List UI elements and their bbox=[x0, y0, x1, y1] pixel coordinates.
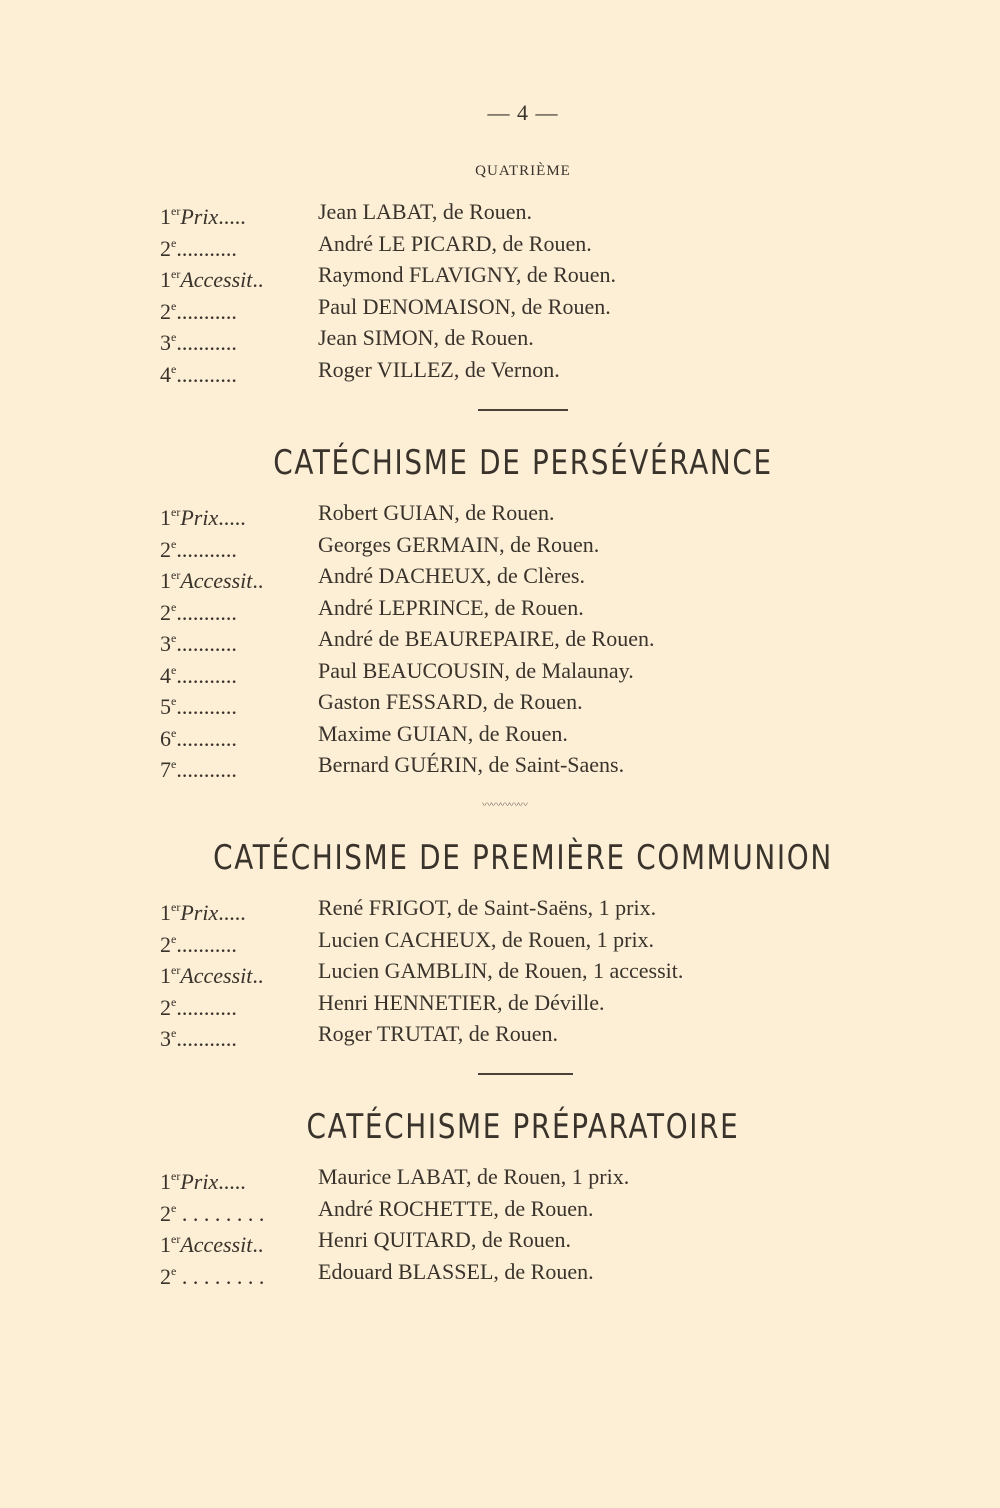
rank-suffix: e bbox=[171, 330, 177, 344]
rank-suffix: er bbox=[171, 204, 181, 218]
wavy-ornament: 〰〰〰〰〰 bbox=[482, 800, 527, 811]
leader-dots: ........... bbox=[176, 994, 237, 1020]
winner-name: Roger TRUTAT, de Rouen. bbox=[318, 1021, 559, 1046]
rank-label bbox=[160, 228, 318, 260]
rank-suffix: e bbox=[171, 694, 177, 708]
list-item bbox=[160, 955, 683, 987]
rank-label bbox=[160, 1161, 318, 1193]
list-item bbox=[160, 1161, 629, 1193]
list-item bbox=[160, 892, 683, 924]
rank-label bbox=[160, 196, 318, 228]
leader-dots: ........... bbox=[176, 235, 237, 261]
list-item bbox=[160, 196, 616, 228]
rank-label bbox=[160, 322, 318, 354]
rank-label bbox=[160, 1224, 318, 1256]
rank-number: 2 bbox=[160, 235, 171, 261]
rank-suffix: er bbox=[171, 1232, 181, 1246]
list-item bbox=[160, 259, 616, 291]
leader-dots: . . . . . . . . bbox=[176, 1263, 265, 1289]
rank-number: 1 bbox=[160, 1232, 171, 1257]
leader-dots: ........... bbox=[176, 694, 237, 719]
leader-dots: ........... bbox=[176, 361, 237, 387]
list-item bbox=[160, 497, 655, 529]
leader-dots: ..... bbox=[218, 204, 246, 229]
winner-name: Georges GERMAIN, de Rouen. bbox=[318, 531, 600, 557]
rank-suffix: e bbox=[171, 662, 177, 677]
award-type: Prix bbox=[180, 204, 219, 229]
rank-suffix: e bbox=[171, 631, 177, 645]
winner-name: André de BEAUREPAIRE, de Rouen. bbox=[318, 626, 655, 651]
rank-suffix: e bbox=[171, 1263, 177, 1278]
winner-name: André DACHEUX, de Clères. bbox=[318, 563, 585, 588]
rank-number: 6 bbox=[160, 725, 171, 751]
rank-label bbox=[160, 1256, 318, 1288]
rank-number: 2 bbox=[160, 599, 171, 625]
leader-dots: ........... bbox=[176, 757, 237, 782]
leader-dots: ........... bbox=[176, 631, 237, 656]
rank-label bbox=[160, 1018, 318, 1050]
section-preparatoire-list bbox=[160, 1161, 629, 1287]
winner-name: Bernard GUÉRIN, de Saint-Saens. bbox=[318, 752, 625, 777]
leader-dots: ........... bbox=[176, 1026, 237, 1051]
list-item bbox=[160, 1224, 629, 1256]
rank-number: 7 bbox=[160, 757, 171, 782]
winner-name: Robert GUIAN, de Rouen. bbox=[318, 500, 555, 525]
winner-name: André ROCHETTE, de Rouen. bbox=[318, 1195, 594, 1221]
section-quatrieme-title: QUATRIÈME bbox=[475, 163, 571, 179]
rank-number: 1 bbox=[160, 568, 171, 593]
rank-label bbox=[160, 924, 318, 956]
list-item bbox=[160, 354, 616, 386]
rank-number: 5 bbox=[160, 694, 171, 719]
leader-dots: .. bbox=[252, 267, 264, 292]
rank-suffix: er bbox=[171, 267, 181, 281]
rank-number: 1 bbox=[160, 204, 171, 229]
list-item bbox=[160, 1193, 629, 1225]
winner-name: André LEPRINCE, de Rouen. bbox=[318, 594, 584, 620]
rank-label bbox=[160, 354, 318, 386]
award-type: Accessit bbox=[180, 1232, 253, 1257]
page-number: — 4 — bbox=[487, 100, 559, 125]
rank-number: 1 bbox=[160, 1169, 171, 1194]
winner-name: Jean SIMON, de Rouen. bbox=[318, 325, 534, 350]
rank-suffix: er bbox=[171, 900, 181, 914]
leader-dots: ........... bbox=[176, 599, 237, 625]
leader-dots: .. bbox=[252, 963, 264, 988]
rank-label bbox=[160, 749, 318, 781]
rank-label bbox=[160, 987, 318, 1019]
rank-suffix: er bbox=[171, 505, 181, 519]
rank-label bbox=[160, 623, 318, 655]
list-item bbox=[160, 291, 616, 323]
winner-name: René FRIGOT, de Saint-Saëns, 1 prix. bbox=[318, 895, 657, 920]
rank-label bbox=[160, 259, 318, 291]
winner-name: Lucien CACHEUX, de Rouen, 1 prix. bbox=[318, 926, 655, 952]
rank-number: 1 bbox=[160, 267, 171, 292]
winner-name: Paul BEAUCOUSIN, de Malaunay. bbox=[318, 657, 634, 683]
rank-number: 3 bbox=[160, 1026, 171, 1051]
rank-number: 2 bbox=[160, 1200, 171, 1226]
leader-dots: .. bbox=[252, 568, 264, 593]
rank-label bbox=[160, 955, 318, 987]
leader-dots: .. bbox=[252, 1232, 264, 1257]
list-item bbox=[160, 718, 655, 750]
list-item bbox=[160, 655, 655, 687]
list-item bbox=[160, 1256, 629, 1288]
winner-name: Jean LABAT, de Rouen. bbox=[318, 199, 533, 224]
rank-suffix: e bbox=[171, 994, 177, 1009]
leader-dots: ........... bbox=[176, 298, 237, 324]
leader-dots: ........... bbox=[176, 725, 237, 751]
award-type: Accessit bbox=[180, 963, 253, 988]
rank-suffix: er bbox=[171, 963, 181, 977]
winner-name: Paul DENOMAISON, de Rouen. bbox=[318, 293, 611, 319]
rank-number: 1 bbox=[160, 900, 171, 925]
section-perseverance-title: CATÉCHISME DE PERSÉVÉRANCE bbox=[273, 443, 773, 483]
rank-label bbox=[160, 892, 318, 924]
rank-suffix: e bbox=[171, 1200, 177, 1215]
winner-name: André LE PICARD, de Rouen. bbox=[318, 230, 592, 256]
leader-dots: ..... bbox=[218, 900, 246, 925]
winner-name: Lucien GAMBLIN, de Rouen, 1 accessit. bbox=[318, 958, 684, 983]
list-item bbox=[160, 924, 683, 956]
winner-name: Henri HENNETIER, de Déville. bbox=[318, 989, 605, 1015]
leader-dots: ........... bbox=[176, 662, 237, 688]
divider-rule bbox=[478, 1073, 573, 1075]
rank-suffix: e bbox=[171, 235, 177, 250]
rank-suffix: e bbox=[171, 757, 177, 771]
list-item bbox=[160, 623, 655, 655]
winner-name: Raymond FLAVIGNY, de Rouen. bbox=[318, 262, 617, 287]
rank-number: 1 bbox=[160, 963, 171, 988]
award-type: Prix bbox=[180, 1169, 219, 1194]
rank-label bbox=[160, 718, 318, 750]
rank-label bbox=[160, 686, 318, 718]
winner-name: Gaston FESSARD, de Rouen. bbox=[318, 689, 583, 714]
rank-suffix: e bbox=[171, 298, 177, 313]
rank-suffix: er bbox=[171, 568, 181, 582]
rank-label bbox=[160, 592, 318, 624]
rank-suffix: e bbox=[171, 599, 177, 614]
list-item bbox=[160, 987, 683, 1019]
list-item bbox=[160, 1018, 683, 1050]
award-type: Prix bbox=[180, 900, 219, 925]
rank-label bbox=[160, 655, 318, 687]
rank-label bbox=[160, 560, 318, 592]
list-item bbox=[160, 592, 655, 624]
section-quatrieme-list bbox=[160, 196, 616, 385]
rank-number: 2 bbox=[160, 931, 171, 957]
list-item bbox=[160, 322, 616, 354]
section-preparatoire-title: CATÉCHISME PRÉPARATOIRE bbox=[306, 1107, 740, 1147]
leader-dots: ........... bbox=[176, 536, 237, 562]
leader-dots: ........... bbox=[176, 330, 237, 355]
rank-label bbox=[160, 1193, 318, 1225]
rank-number: 3 bbox=[160, 330, 171, 355]
leader-dots: ..... bbox=[218, 505, 246, 530]
list-item bbox=[160, 749, 655, 781]
list-item bbox=[160, 686, 655, 718]
award-type: Accessit bbox=[180, 267, 253, 292]
rank-number: 3 bbox=[160, 631, 171, 656]
rank-suffix: e bbox=[171, 361, 177, 376]
section-perseverance-list bbox=[160, 497, 655, 781]
rank-suffix: er bbox=[171, 1169, 181, 1183]
section-premiere-communion-list bbox=[160, 892, 683, 1050]
winner-name: Henri QUITARD, de Rouen. bbox=[318, 1227, 572, 1252]
rank-number: 4 bbox=[160, 662, 171, 688]
leader-dots: ..... bbox=[218, 1169, 246, 1194]
award-type: Accessit bbox=[180, 568, 253, 593]
divider-rule bbox=[478, 409, 568, 411]
rank-label bbox=[160, 529, 318, 561]
rank-label bbox=[160, 291, 318, 323]
rank-number: 2 bbox=[160, 994, 171, 1020]
rank-number: 2 bbox=[160, 298, 171, 324]
winner-name: Edouard BLASSEL, de Rouen. bbox=[318, 1258, 594, 1284]
rank-number: 4 bbox=[160, 361, 171, 387]
list-item bbox=[160, 560, 655, 592]
list-item bbox=[160, 529, 655, 561]
winner-name: Maxime GUIAN, de Rouen. bbox=[318, 720, 568, 746]
rank-suffix: e bbox=[171, 725, 177, 740]
leader-dots: . . . . . . . . bbox=[176, 1200, 265, 1226]
winner-name: Maurice LABAT, de Rouen, 1 prix. bbox=[318, 1164, 630, 1189]
list-item bbox=[160, 228, 616, 260]
rank-label bbox=[160, 497, 318, 529]
rank-number: 1 bbox=[160, 505, 171, 530]
rank-number: 2 bbox=[160, 1263, 171, 1289]
winner-name: Roger VILLEZ, de Vernon. bbox=[318, 356, 560, 382]
award-type: Prix bbox=[180, 505, 219, 530]
rank-suffix: e bbox=[171, 931, 177, 946]
section-premiere-communion-title: CATÉCHISME DE PREMIÈRE COMMUNION bbox=[213, 838, 833, 878]
rank-number: 2 bbox=[160, 536, 171, 562]
rank-suffix: e bbox=[171, 536, 177, 551]
rank-suffix: e bbox=[171, 1026, 177, 1040]
leader-dots: ........... bbox=[176, 931, 237, 957]
